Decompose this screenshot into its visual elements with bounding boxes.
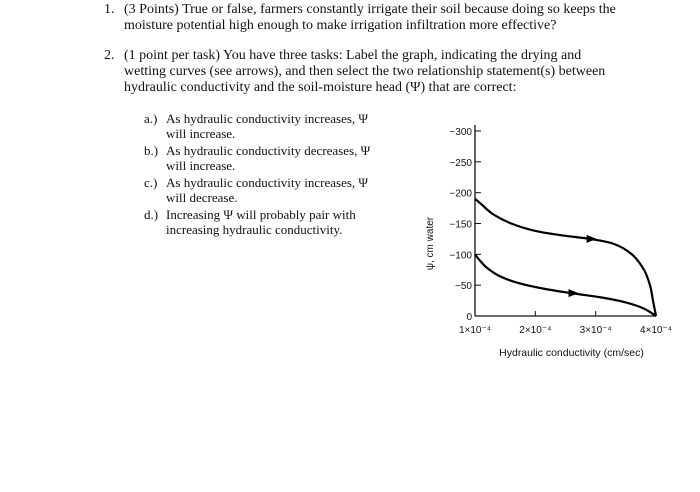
y-tick-label: −200 <box>449 188 472 200</box>
option-c-line-2: will decrease. <box>166 190 238 205</box>
option-a-line-1: As hydraulic conductivity increases, Ψ <box>166 111 369 126</box>
option-a-label: a.) <box>144 111 158 126</box>
question-2-line-2: wetting curves (see arrows), and then select the two relationship statement(s) between <box>124 64 606 79</box>
y-tick-label: −150 <box>449 219 472 231</box>
option-c-label: c.) <box>144 175 158 190</box>
option-d-line-2: increasing hydraulic conductivity. <box>166 222 343 237</box>
y-tick-label: −300 <box>449 127 472 138</box>
option-b-label: b.) <box>144 143 159 158</box>
question-1-number: 1. <box>104 2 115 17</box>
question-2-line-1: (1 point per task) You have three tasks: Label the graph, indicating the drying and <box>124 48 582 63</box>
y-tick-label: 0 <box>466 312 472 323</box>
question-2-number: 2. <box>104 48 115 63</box>
series-1-arrow <box>587 235 597 243</box>
option-c-line-1: As hydraulic conductivity increases, Ψ <box>166 175 369 190</box>
option-d-line-1: Increasing Ψ will probably pair with <box>166 207 356 222</box>
x-axis-label: Hydraulic conductivity (cm/sec) <box>499 347 644 359</box>
x-tick-label: 3×10⁻⁴ <box>579 325 612 336</box>
question-2-line-3: hydraulic conductivity and the soil-moisture head (Ψ) that are correct: <box>124 80 517 95</box>
x-tick-label: 2×10⁻⁴ <box>519 325 552 336</box>
series-2-line <box>475 254 656 316</box>
series-1-line <box>475 199 656 316</box>
y-tick-label: −50 <box>455 281 472 293</box>
question-1-line-1: (3 Points) True or false, farmers constantly irrigate their soil because doing so keeps the <box>124 2 616 17</box>
series-2-arrow <box>569 289 579 297</box>
option-d-label: d.) <box>144 207 159 222</box>
y-tick-label: −100 <box>449 250 472 262</box>
option-a-line-2: will increase. <box>166 126 236 141</box>
y-axis-label: ψ, cm water <box>425 216 436 271</box>
y-tick-label: −250 <box>449 157 472 169</box>
x-tick-label: 1×10⁻⁴ <box>458 325 492 336</box>
option-b-line-2: will increase. <box>166 158 236 173</box>
option-b-line-1: As hydraulic conductivity decreases, Ψ <box>166 143 371 158</box>
x-tick-label: 4×10⁻⁴ <box>639 325 673 336</box>
question-1-line-2: moisture potential high enough to make irrigation infiltration more effective? <box>124 18 557 33</box>
